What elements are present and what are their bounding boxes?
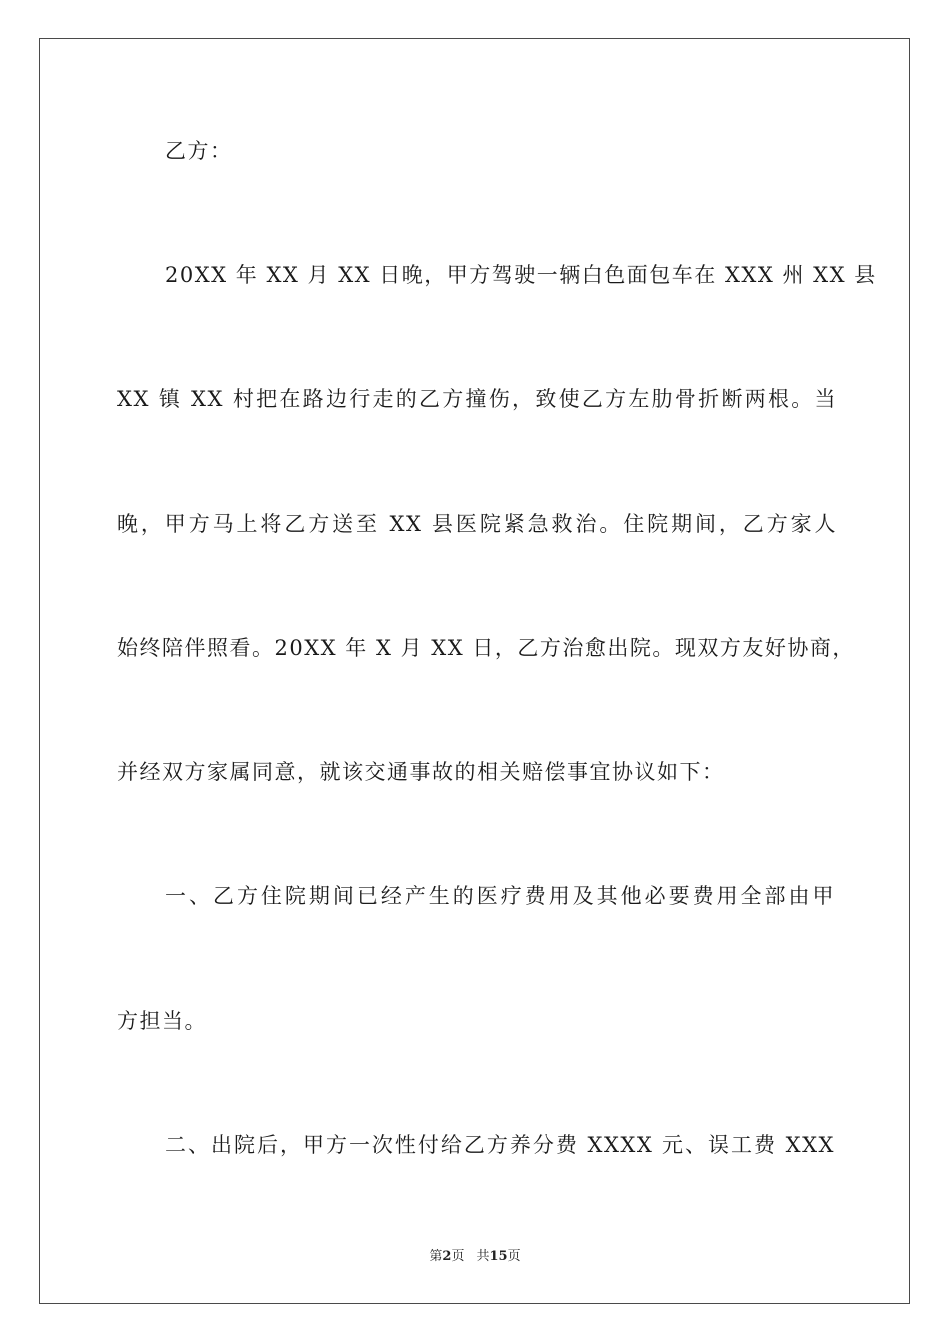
page-footer <box>0 1248 950 1266</box>
page-unit: 页 <box>451 1249 465 1264</box>
total-prefix: 共 <box>476 1249 490 1264</box>
clause-two-line: 二、出院后，甲方一次性付给乙方养分费 XXXX 元、误工费 XXX <box>165 1133 835 1157</box>
paragraph-line: 20XX 年 XX 月 XX 日晚，甲方驾驶一辆白色面包车在 XXX 州 XX 县 <box>165 263 877 287</box>
paragraph-line: 晚，甲方马上将乙方送至 XX 县医院紧急救治。住院期间，乙方家人 <box>117 512 837 536</box>
total-page-number: 15 <box>489 1249 508 1264</box>
paragraph-line: XX 镇 XX 村把在路边行走的乙方撞伤，致使乙方左肋骨折断两根。当 <box>117 387 837 411</box>
paragraph-line: 并经双方家属同意，就该交通事故的相关赔偿事宜协议如下： <box>117 760 725 784</box>
paragraph-line: 始终陪伴照看。20XX 年 X 月 XX 日，乙方治愈出院。现双方友好协商， <box>117 636 855 660</box>
page-border <box>39 38 910 1304</box>
page-prefix: 第 <box>429 1249 443 1264</box>
total-unit: 页 <box>507 1249 521 1264</box>
clause-one-line: 方担当。 <box>117 1009 207 1033</box>
clause-one-line: 一、乙方住院期间已经产生的医疗费用及其他必要费用全部由甲 <box>165 884 835 908</box>
current-page-number: 2 <box>442 1249 452 1264</box>
party-b-label: 乙方： <box>165 139 233 163</box>
